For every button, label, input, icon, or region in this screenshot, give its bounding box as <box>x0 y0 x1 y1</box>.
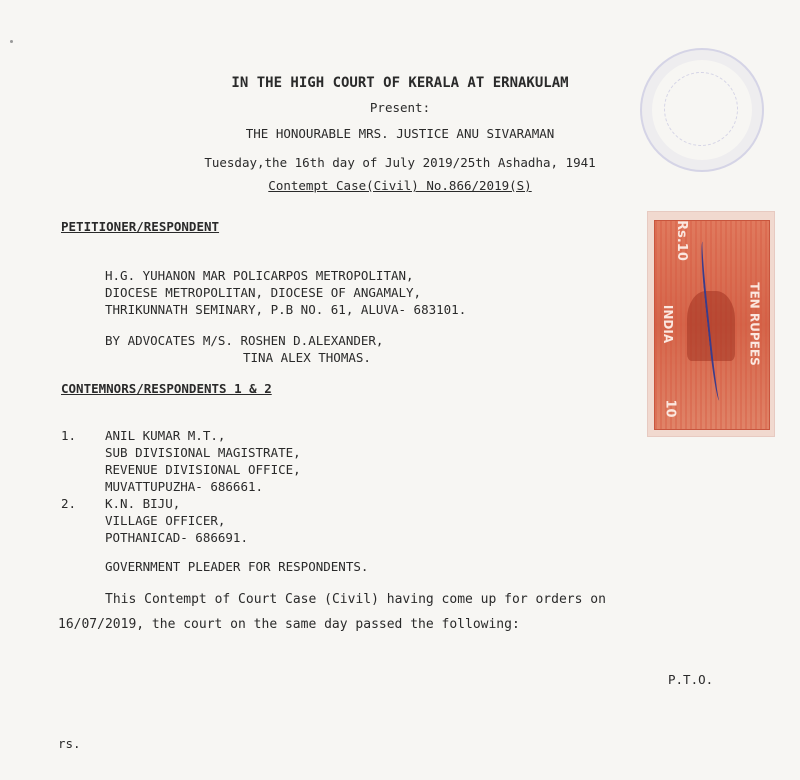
typist-initials: rs. <box>58 736 81 751</box>
stamp-value-bottom: 10 <box>662 399 678 418</box>
pto-label: P.T.O. <box>668 672 714 687</box>
stamp-value-words: TEN RUPEES <box>747 282 762 366</box>
respondents-heading: CONTEMNORS/RESPONDENTS 1 & 2 <box>61 381 272 396</box>
respondent-line: K.N. BIJU, <box>105 496 181 511</box>
petitioner-line: THRIKUNNATH SEMINARY, P.B NO. 61, ALUVA- 683101. <box>105 302 467 317</box>
revenue-stamp-face <box>654 220 770 430</box>
respondent-line: POTHANICAD- 686691. <box>105 530 248 545</box>
petitioner-heading: PETITIONER/RESPONDENT <box>61 219 220 234</box>
case-number: Contempt Case(Civil) No.866/2019(S) <box>268 178 532 193</box>
stamp-denomination: Rs.10 <box>673 220 689 261</box>
revenue-stamp <box>648 212 774 436</box>
respondent-number: 1. <box>61 428 77 443</box>
body-text-line: 16/07/2019, the court on the same day passed the following: <box>58 617 520 632</box>
respondent-line: ANIL KUMAR M.T., <box>105 428 226 443</box>
petitioner-line: H.G. YUHANON MAR POLICARPOS METROPOLITAN, <box>105 268 414 283</box>
court-title: IN THE HIGH COURT OF KERALA AT ERNAKULAM <box>231 75 569 91</box>
hearing-date: Tuesday,the 16th day of July 2019/25th Ashadha, 1941 <box>204 155 596 170</box>
respondent-line: VILLAGE OFFICER, <box>105 513 226 528</box>
petitioner-line: DIOCESE METROPOLITAN, DIOCESE OF ANGAMALY, <box>105 285 422 300</box>
respondent-line: MUVATTUPUZHA- 686661. <box>105 479 264 494</box>
advocates-line: TINA ALEX THOMAS. <box>243 350 371 365</box>
government-pleader: GOVERNMENT PLEADER FOR RESPONDENTS. <box>105 559 369 574</box>
present-label: Present: <box>369 100 431 115</box>
judge-name: THE HONOURABLE MRS. JUSTICE ANU SIVARAMAN <box>245 126 555 141</box>
speck <box>10 40 13 43</box>
body-text-line: This Contempt of Court Case (Civil) having come up for orders on <box>105 592 606 607</box>
advocates-line: BY ADVOCATES M/S. ROSHEN D.ALEXANDER, <box>105 333 384 348</box>
respondent-number: 2. <box>61 496 77 511</box>
stamp-country: INDIA <box>661 304 676 344</box>
respondent-line: REVENUE DIVISIONAL OFFICE, <box>105 462 301 477</box>
respondent-line: SUB DIVISIONAL MAGISTRATE, <box>105 445 301 460</box>
